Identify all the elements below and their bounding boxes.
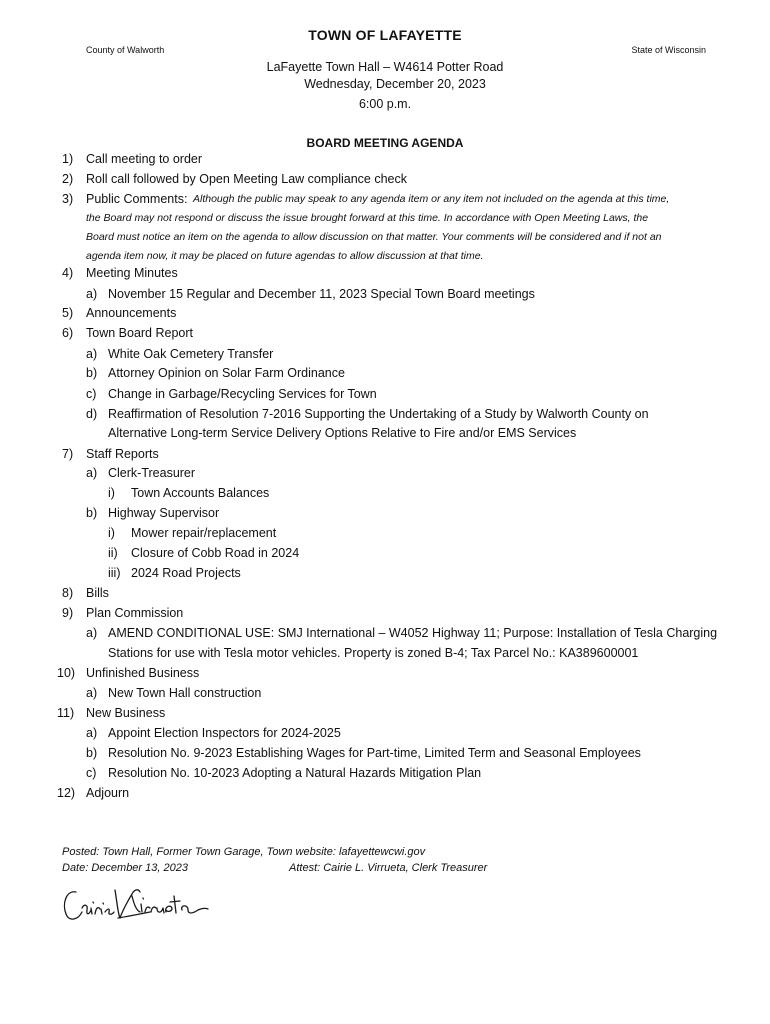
county-label: County of Walworth <box>86 45 165 55</box>
item-number: 4) <box>62 266 74 280</box>
item-text: Announcements <box>86 306 177 320</box>
page-title: TOWN OF LAFAYETTE <box>308 27 462 43</box>
item-number: a) <box>86 626 98 640</box>
item-text: Town Accounts Balances <box>131 486 270 500</box>
item-number: a) <box>86 287 98 301</box>
item-number: i) <box>108 486 115 500</box>
item-number: 10) <box>57 666 76 680</box>
item-text: Adjourn <box>86 786 130 800</box>
meeting-date: Wednesday, December 20, 2023 <box>304 77 486 91</box>
public-comment-note: Although the public may speak to any agenda item or any item not included on the agenda at this time, <box>193 193 670 205</box>
item-text: New Town Hall construction <box>108 686 262 700</box>
attest-line: Attest: Cairie L. Virrueta, Clerk Treasurer <box>289 862 488 874</box>
public-comment-note: the Board may not respond or discuss the issue brought forward at this time. In accordance with Open Meeting Laws, the <box>86 212 649 224</box>
item-number: c) <box>86 766 97 780</box>
item-number: 3) <box>62 192 74 206</box>
item-text: AMEND CONDITIONAL USE: SMJ International – W4052 Highway 11; Purpose: Installation of Tesla Charging <box>108 626 718 640</box>
item-number: 11) <box>57 706 75 720</box>
item-text: Unfinished Business <box>86 666 200 680</box>
item-text: Public Comments: <box>86 192 188 206</box>
item-number: 9) <box>62 606 74 620</box>
item-text: Change in Garbage/Recycling Services for Town <box>108 387 377 401</box>
item-number: 2) <box>62 172 74 186</box>
public-comment-note: agenda item now, it may be placed on future agendas to allow discussion at that time. <box>86 250 484 262</box>
item-text: 2024 Road Projects <box>131 566 241 580</box>
item-text: Appoint Election Inspectors for 2024-2025 <box>108 726 341 740</box>
item-number: i) <box>108 526 115 540</box>
item-text: Mower repair/replacement <box>131 526 277 540</box>
item-number: ii) <box>108 546 118 560</box>
item-number: 7) <box>62 447 74 461</box>
item-text-continued: Alternative Long-term Service Delivery Options Relative to Fire and/or EMS Services <box>108 426 577 440</box>
item-text: Resolution No. 10-2023 Adopting a Natural Hazards Mitigation Plan <box>108 766 482 780</box>
item-text: November 15 Regular and December 11, 2023 Special Town Board meetings <box>108 287 535 301</box>
item-text: Resolution No. 9-2023 Establishing Wages for Part-time, Limited Term and Seasonal Employees <box>108 746 641 760</box>
item-text: Meeting Minutes <box>86 266 178 280</box>
item-number: d) <box>86 407 98 421</box>
item-text: Reaffirmation of Resolution 7-2016 Supporting the Undertaking of a Study by Walworth County on <box>108 407 649 421</box>
item-number: 6) <box>62 326 74 340</box>
state-label: State of Wisconsin <box>631 45 706 55</box>
meeting-time: 6:00 p.m. <box>358 97 412 111</box>
item-text: New Business <box>86 706 166 720</box>
item-text: Closure of Cobb Road in 2024 <box>131 546 300 560</box>
item-number: b) <box>86 366 98 380</box>
public-comment-note: Board must notice an item on the agenda to allow discussion on that matter. Your comments will be considered and if not an <box>86 231 662 243</box>
item-text: Call meeting to order <box>86 152 203 166</box>
item-text: Town Board Report <box>86 326 194 340</box>
item-text: White Oak Cemetery Transfer <box>108 347 274 361</box>
posted-date: Date: December 13, 2023 <box>62 862 188 874</box>
item-number: 8) <box>62 586 74 600</box>
item-number: a) <box>86 726 98 740</box>
item-text: Staff Reports <box>86 447 159 461</box>
agenda-heading: BOARD MEETING AGENDA <box>306 136 464 150</box>
posted-locations: Posted: Town Hall, Former Town Garage, Town website: lafayettewcwi.gov <box>62 846 426 858</box>
item-number: a) <box>86 347 98 361</box>
item-text: Roll call followed by Open Meeting Law compliance check <box>86 172 407 186</box>
item-text: Attorney Opinion on Solar Farm Ordinance <box>108 366 345 380</box>
item-number: iii) <box>108 566 121 580</box>
item-text: Plan Commission <box>86 606 184 620</box>
item-number: b) <box>86 746 98 760</box>
handwritten-signature <box>60 882 212 926</box>
item-text: Bills <box>86 586 109 600</box>
item-text-continued: Stations for use with Tesla motor vehicles. Property is zoned B-4; Tax Parcel No.: KA389600001 <box>108 646 639 660</box>
item-number: b) <box>86 506 98 520</box>
item-number: a) <box>86 686 98 700</box>
item-number: a) <box>86 466 98 480</box>
item-text: Highway Supervisor <box>108 506 220 520</box>
item-text: Clerk-Treasurer <box>108 466 196 480</box>
item-number: 12) <box>57 786 76 800</box>
item-number: c) <box>86 387 97 401</box>
item-number: 5) <box>62 306 74 320</box>
item-number: 1) <box>62 152 74 166</box>
meeting-location: LaFayette Town Hall – W4614 Potter Road <box>266 60 504 74</box>
